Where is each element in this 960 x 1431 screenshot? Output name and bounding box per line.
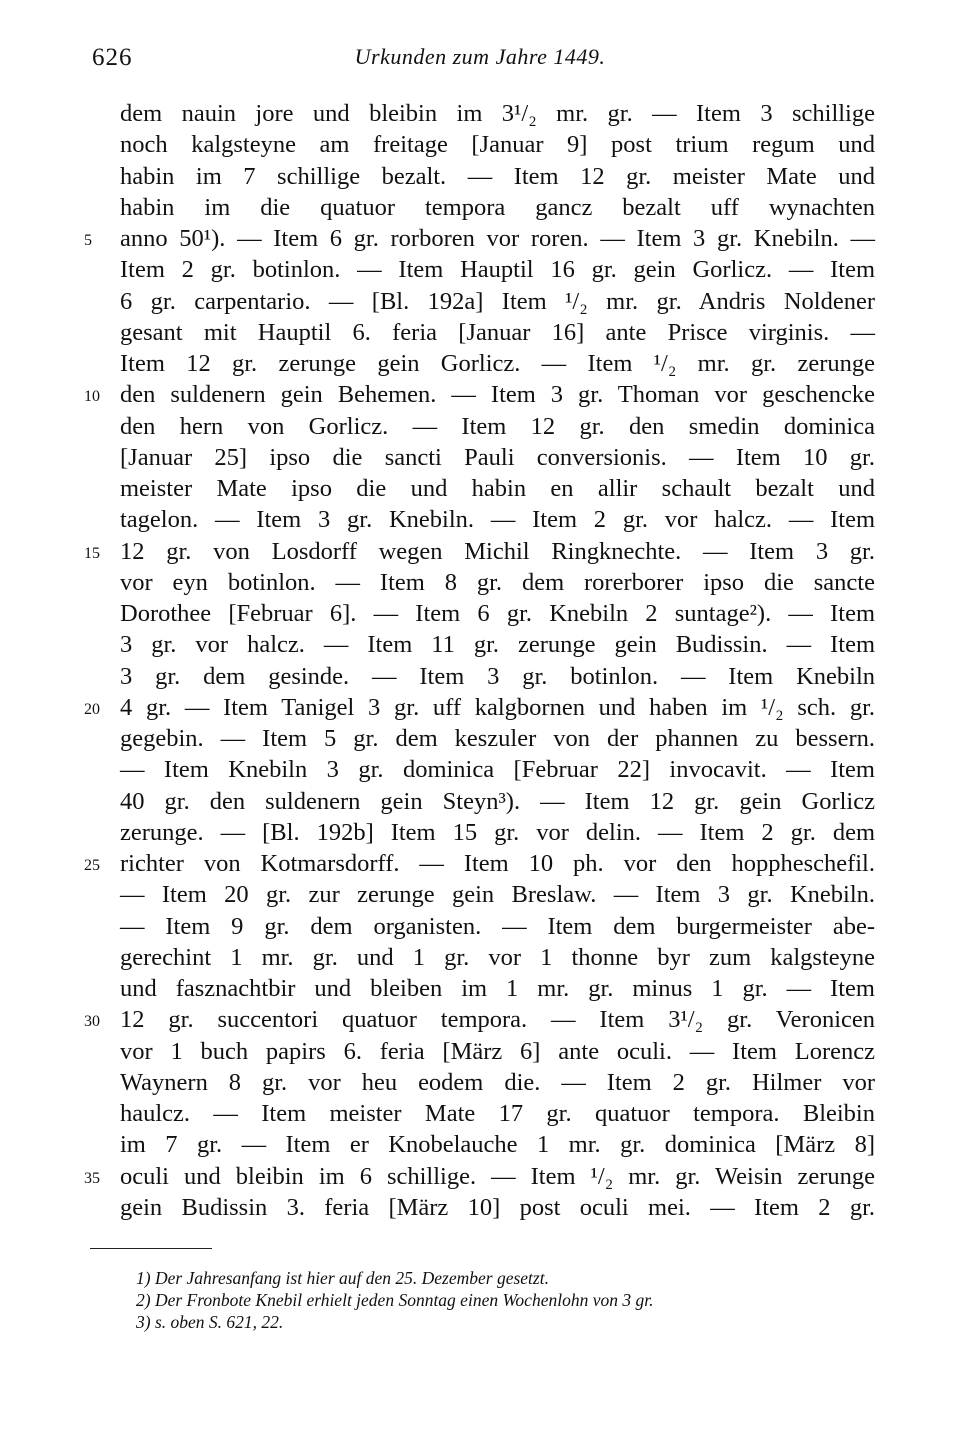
text-line: oculi und bleibin im 6 schillige. — Item ¹/₂ mr. gr. Weisin zerunge	[120, 1162, 875, 1190]
text-line: den suldenern gein Behemen. — Item 3 gr. Thoman vor geschencke	[120, 381, 875, 409]
text-line: [Januar 25] ipso die sancti Pauli conversionis. — Item 10 gr.	[120, 443, 875, 471]
text-line: tagelon. — Item 3 gr. Knebiln. — Item 2 gr. vor halcz. — Item	[120, 506, 875, 534]
running-title: Urkunden zum Jahre 1449.	[354, 44, 606, 69]
line-number: 25	[84, 857, 100, 874]
text-line: Item 12 gr. zerunge gein Gorlicz. — Item ¹/₂ mr. gr. zerunge	[120, 350, 875, 377]
text-line: — Item 9 gr. dem organisten. — Item dem burgermeister abe-	[120, 912, 875, 940]
text-line: zerunge. — [Bl. 192b] Item 15 gr. vor delin. — Item 2 gr. dem	[120, 818, 875, 846]
text-line: und fasznachtbir und bleiben im 1 mr. gr. minus 1 gr. — Item	[120, 975, 875, 1002]
text-line: den hern von Gorlicz. — Item 12 gr. den smedin dominica	[120, 412, 875, 440]
line-number: 35	[84, 1169, 100, 1187]
text-line: 3 gr. vor halcz. — Item 11 gr. zerunge gein Budissin. — Item	[120, 631, 875, 659]
line-number: 15	[84, 544, 100, 562]
footnote-mark: 1)	[136, 1268, 151, 1288]
text-line: — Item Knebiln 3 gr. dominica [Februar 22] invocavit. — Item	[120, 756, 875, 784]
text-line: gegebin. — Item 5 gr. dem keszuler von der phannen zu bessern.	[120, 725, 875, 752]
line-number: 20	[84, 700, 100, 718]
footnote-rule	[90, 1248, 212, 1249]
text-line: vor eyn botinlon. — Item 8 gr. dem rorerborer ipso die sancte	[120, 568, 875, 596]
text-line: habin im 7 schillige bezalt. — Item 12 gr. meister Mate und	[120, 162, 875, 190]
footnote-text: Der Jahresanfang ist hier auf den 25. Dezember gesetzt.	[154, 1268, 549, 1288]
text-line: richter von Kotmarsdorff. — Item 10 ph. vor den hoppheschefil.	[120, 850, 875, 877]
text-line: haulcz. — Item meister Mate 17 gr. quatuor tempora. Bleibin	[120, 1100, 875, 1127]
text-line: 40 gr. den suldenern gein Steyn³). — Item 12 gr. gein Gorlicz	[120, 787, 875, 815]
footnote-mark: 2)	[136, 1290, 151, 1310]
line-number: 30	[84, 1013, 100, 1031]
text-line: 6 gr. carpentario. — [Bl. 192a] Item ¹/₂ mr. gr. Andris Noldener	[120, 287, 875, 315]
text-line: meister Mate ipso die und habin en allir schault bezalt und	[120, 475, 875, 502]
footnote-mark: 3)	[136, 1312, 151, 1332]
footnote-1	[136, 1268, 549, 1288]
text-line: gerechint 1 mr. gr. und 1 gr. vor 1 thonne byr zum kalgsteyne	[120, 943, 875, 971]
text-line: 3 gr. dem gesinde. — Item 3 gr. botinlon. — Item Knebiln	[120, 662, 875, 690]
text-line: dem nauin jore und bleibin im 3¹/₂ mr. gr. — Item 3 schillige	[120, 100, 875, 127]
text-line: Waynern 8 gr. vor heu eodem die. — Item 2 gr. Hilmer vor	[120, 1068, 875, 1096]
line-number: 5	[84, 232, 92, 249]
page-number: 626	[92, 44, 133, 71]
text-line: — Item 20 gr. zur zerunge gein Breslaw. — Item 3 gr. Knebiln.	[120, 881, 875, 909]
line-number: 10	[84, 388, 100, 406]
text-line: gein Budissin 3. feria [März 10] post oculi mei. — Item 2 gr.	[120, 1193, 875, 1221]
text-line: 12 gr. succentori quatuor tempora. — Item 3¹/₂ gr. Veronicen	[120, 1006, 875, 1034]
footnote-2	[136, 1290, 653, 1310]
text-line: noch kalgsteyne am freitage [Januar 9] post trium regum und	[120, 131, 875, 159]
footnote-text: Der Fronbote Knebil erhielt jeden Sonntag einen Wochenlohn von 3 gr.	[154, 1290, 654, 1310]
text-line: 4 gr. — Item Tanigel 3 gr. uff kalgbornen und haben im ¹/₂ sch. gr.	[120, 693, 875, 721]
text-line: Item 2 gr. botinlon. — Item Hauptil 16 gr. gein Gorlicz. — Item	[120, 256, 875, 284]
footnote-text: s. oben S. 621, 22.	[154, 1312, 284, 1332]
text-line: habin im die quatuor tempora gancz bezalt uff wynachten	[120, 193, 875, 221]
text-line: 12 gr. von Losdorff wegen Michil Ringknechte. — Item 3 gr.	[120, 537, 875, 565]
text-line: anno 50¹). — Item 6 gr. rorboren vor roren. — Item 3 gr. Knebiln. —	[120, 225, 875, 252]
text-line: vor 1 buch papirs 6. feria [März 6] ante oculi. — Item Lorencz	[120, 1037, 875, 1065]
footnote-3	[136, 1312, 283, 1332]
text-line: im 7 gr. — Item er Knobelauche 1 mr. gr. dominica [März 8]	[120, 1131, 875, 1159]
text-line: Dorothee [Februar 6]. — Item 6 gr. Knebiln 2 suntage²). — Item	[120, 600, 875, 627]
text-line: gesant mit Hauptil 6. feria [Januar 16] ante Prisce virginis. —	[120, 318, 875, 346]
